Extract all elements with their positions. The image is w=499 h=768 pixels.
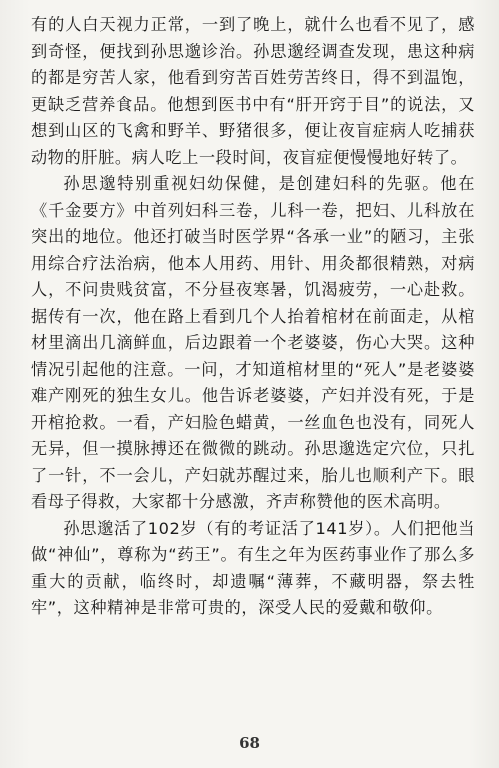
body-text — [31, 12, 475, 622]
paragraph-gynecology: 孙思邈特别重视妇幼保健，是创建妇科的先驱。他在《千金要方》中首列妇科三卷，儿科一卷，把妇、儿科放在突出的地位。他还打破当时医学界“各承一业”的陋习，主张用综合疗法治病，他本人用药、用针、用灸都很精熟，对病人，不问贵贱贫富，不分昼夜寒暑，饥渴疲劳，一心赴救。据传有一次，他在路上看到几个人抬着棺材在前面走，从棺材里滴出几滴鲜血，后边跟着一个老婆婆，伤心大哭。这种情况引起他的注意。一问，才知道棺材里的“死人”是老婆婆难产刚死的独生女儿。他告诉老婆婆，产妇并没有死，于是开棺抢救。一看，产妇脸色蜡黄，一丝血色也没有，同死人无异，但一摸脉搏还在微微的跳动。孙思邈选定穴位，只扎了一针，不一会儿，产妇就苏醒过来，胎儿也顺利产下。眼看母子得救，大家都十分感激，齐声称赞他的医术高明。 — [31, 174, 475, 511]
paragraph-night-blindness: 有的人白天视力正常，一到了晚上，就什么也看不见了，感到奇怪，便找到孙思邈诊治。孙思邈经调查发现，患这种病的都是穷苦人家，他看到穷苦百姓劳苦终日，得不到温饱，更缺乏营养食品。他想到医书中有“肝开窍于目”的说法，又想到山区的飞禽和野羊、野猪很多，便让夜盲症病人吃捕获动物的肝脏。病人吃上一段时间，夜盲症便慢慢地好转了。 — [31, 15, 475, 167]
paragraph-medicine-king: 孙思邈活了102岁（有的考证活了141岁）。人们把他当做“神仙”，尊称为“药王”。有生之年为医药事业作了那么多重大的贡献，临终时，却遗嘱“薄葬，不藏明器，祭去牲牢”，这种精神是非常可贵的，深受人民的爱戴和敬仰。 — [31, 518, 475, 617]
page-number: 68 — [239, 734, 260, 752]
